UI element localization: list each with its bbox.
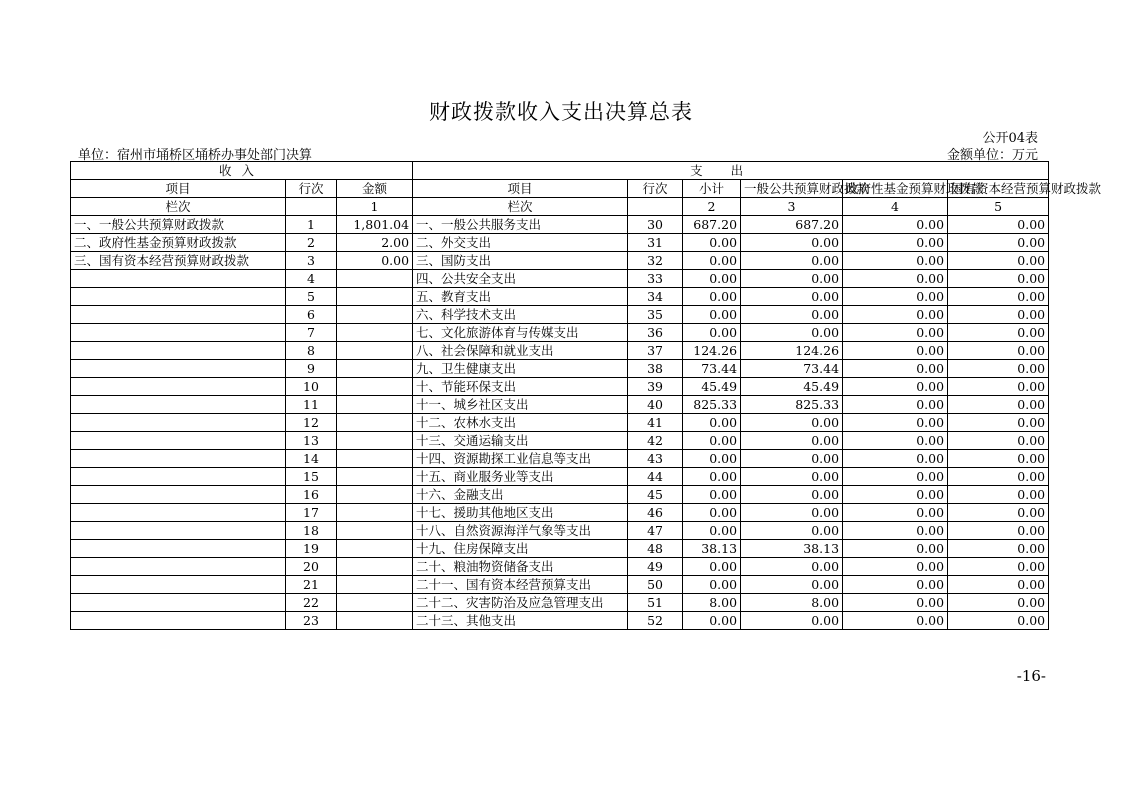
income-row-no-cell: 3 bbox=[286, 252, 337, 270]
expense-item-cell: 十二、农林水支出 bbox=[413, 414, 628, 432]
income-amount-cell bbox=[337, 486, 413, 504]
income-item-cell bbox=[71, 360, 286, 378]
income-item-cell bbox=[71, 288, 286, 306]
table-row bbox=[71, 216, 1049, 234]
income-row-no-cell: 22 bbox=[286, 594, 337, 612]
state-capital-cell: 0.00 bbox=[948, 378, 1049, 396]
state-capital-cell: 0.00 bbox=[948, 486, 1049, 504]
general-budget-cell: 0.00 bbox=[741, 468, 843, 486]
income-item-header: 项目 bbox=[71, 180, 286, 198]
expense-item-cell: 十八、自然资源海洋气象等支出 bbox=[413, 522, 628, 540]
general-budget-cell: 0.00 bbox=[741, 288, 843, 306]
income-item-cell bbox=[71, 540, 286, 558]
income-row-no-cell: 15 bbox=[286, 468, 337, 486]
subtotal-cell: 8.00 bbox=[683, 594, 741, 612]
general-budget-cell: 687.20 bbox=[741, 216, 843, 234]
general-budget-cell: 0.00 bbox=[741, 270, 843, 288]
state-capital-cell: 0.00 bbox=[948, 432, 1049, 450]
expense-row-no-cell: 39 bbox=[628, 378, 683, 396]
state-capital-cell: 0.00 bbox=[948, 504, 1049, 522]
income-item-cell: 三、国有资本经营预算财政拨款 bbox=[71, 252, 286, 270]
gov-fund-cell: 0.00 bbox=[843, 414, 948, 432]
subtotal-cell: 0.00 bbox=[683, 252, 741, 270]
state-capital-cell: 0.00 bbox=[948, 324, 1049, 342]
income-row-no-cell: 11 bbox=[286, 396, 337, 414]
subtotal-cell: 73.44 bbox=[683, 360, 741, 378]
state-capital-cell: 0.00 bbox=[948, 468, 1049, 486]
gov-fund-cell: 0.00 bbox=[843, 576, 948, 594]
gov-fund-cell: 0.00 bbox=[843, 432, 948, 450]
expense-row-no-cell: 37 bbox=[628, 342, 683, 360]
table-row bbox=[71, 252, 1049, 270]
expense-row-no-cell: 31 bbox=[628, 234, 683, 252]
expense-row-no-cell: 43 bbox=[628, 450, 683, 468]
income-item-cell bbox=[71, 576, 286, 594]
income-amount-cell bbox=[337, 306, 413, 324]
col-index-1: 1 bbox=[337, 198, 413, 216]
expense-row-no-cell: 40 bbox=[628, 396, 683, 414]
expense-row-no-cell: 41 bbox=[628, 414, 683, 432]
expense-item-cell: 十六、金融支出 bbox=[413, 486, 628, 504]
income-item-cell bbox=[71, 468, 286, 486]
income-row-no-cell: 5 bbox=[286, 288, 337, 306]
expense-item-cell: 二十、粮油物资储备支出 bbox=[413, 558, 628, 576]
expense-row-no-cell: 49 bbox=[628, 558, 683, 576]
col-index-4: 4 bbox=[843, 198, 948, 216]
table-row bbox=[71, 522, 1049, 540]
subtotal-cell: 0.00 bbox=[683, 612, 741, 630]
income-amount-cell bbox=[337, 342, 413, 360]
income-row-no-cell: 12 bbox=[286, 414, 337, 432]
state-capital-cell: 0.00 bbox=[948, 450, 1049, 468]
table-row bbox=[71, 306, 1049, 324]
general-budget-cell: 0.00 bbox=[741, 450, 843, 468]
state-capital-cell: 0.00 bbox=[948, 612, 1049, 630]
table-row bbox=[71, 612, 1049, 630]
subtotal-cell: 0.00 bbox=[683, 576, 741, 594]
general-budget-cell: 0.00 bbox=[741, 414, 843, 432]
general-budget-cell: 0.00 bbox=[741, 324, 843, 342]
income-amount-cell: 1,801.04 bbox=[337, 216, 413, 234]
subtotal-cell: 0.00 bbox=[683, 234, 741, 252]
income-row-no-cell: 8 bbox=[286, 342, 337, 360]
gov-fund-cell: 0.00 bbox=[843, 612, 948, 630]
subtotal-cell: 0.00 bbox=[683, 522, 741, 540]
page-title: 财政拨款收入支出决算总表 bbox=[429, 100, 693, 124]
subtotal-header: 小计 bbox=[683, 180, 741, 198]
expense-item-header: 项目 bbox=[413, 180, 628, 198]
income-item-cell bbox=[71, 342, 286, 360]
income-row-no-cell: 9 bbox=[286, 360, 337, 378]
table-row bbox=[71, 576, 1049, 594]
income-amount-cell: 2.00 bbox=[337, 234, 413, 252]
table-row bbox=[71, 468, 1049, 486]
state-capital-cell: 0.00 bbox=[948, 306, 1049, 324]
income-amount-cell bbox=[337, 288, 413, 306]
income-amount-cell bbox=[337, 450, 413, 468]
expense-item-cell: 二十二、灾害防治及应急管理支出 bbox=[413, 594, 628, 612]
expense-item-cell: 十四、资源勘探工业信息等支出 bbox=[413, 450, 628, 468]
table-row bbox=[71, 270, 1049, 288]
general-budget-cell: 0.00 bbox=[741, 504, 843, 522]
gov-fund-header: 政府性基金预算财政拨款 bbox=[843, 180, 948, 198]
income-amount-cell bbox=[337, 594, 413, 612]
income-row-no-cell: 21 bbox=[286, 576, 337, 594]
income-amount-cell bbox=[337, 360, 413, 378]
section-header-row bbox=[71, 162, 1049, 180]
state-capital-cell: 0.00 bbox=[948, 576, 1049, 594]
unit-label: 单位：宿州市埇桥区埇桥办事处部门决算 bbox=[78, 148, 313, 163]
expense-item-cell: 八、社会保障和就业支出 bbox=[413, 342, 628, 360]
gov-fund-cell: 0.00 bbox=[843, 270, 948, 288]
subtotal-cell: 0.00 bbox=[683, 270, 741, 288]
gov-fund-cell: 0.00 bbox=[843, 342, 948, 360]
income-item-cell bbox=[71, 504, 286, 522]
subtotal-cell: 0.00 bbox=[683, 558, 741, 576]
income-item-cell: 二、政府性基金预算财政拨款 bbox=[71, 234, 286, 252]
income-amount-cell bbox=[337, 468, 413, 486]
state-capital-cell: 0.00 bbox=[948, 558, 1049, 576]
gov-fund-cell: 0.00 bbox=[843, 288, 948, 306]
table-row bbox=[71, 396, 1049, 414]
subtotal-cell: 45.49 bbox=[683, 378, 741, 396]
gov-fund-cell: 0.00 bbox=[843, 324, 948, 342]
income-amount-header: 金额 bbox=[337, 180, 413, 198]
income-row-no-cell: 16 bbox=[286, 486, 337, 504]
gov-fund-cell: 0.00 bbox=[843, 540, 948, 558]
income-item-cell bbox=[71, 324, 286, 342]
gov-fund-cell: 0.00 bbox=[843, 558, 948, 576]
general-budget-cell: 45.49 bbox=[741, 378, 843, 396]
income-row-no-cell: 2 bbox=[286, 234, 337, 252]
gov-fund-cell: 0.00 bbox=[843, 450, 948, 468]
income-amount-cell bbox=[337, 414, 413, 432]
col-index-5: 5 bbox=[948, 198, 1049, 216]
table-row bbox=[71, 414, 1049, 432]
expense-row-no-cell: 45 bbox=[628, 486, 683, 504]
column-index-row bbox=[71, 198, 1049, 216]
subtotal-cell: 0.00 bbox=[683, 414, 741, 432]
income-row-no-header: 行次 bbox=[286, 180, 337, 198]
table-row bbox=[71, 234, 1049, 252]
column-header-row bbox=[71, 180, 1049, 198]
expense-item-cell: 二十一、国有资本经营预算支出 bbox=[413, 576, 628, 594]
general-budget-cell: 0.00 bbox=[741, 234, 843, 252]
expense-row-no-cell: 48 bbox=[628, 540, 683, 558]
income-row-no-cell: 4 bbox=[286, 270, 337, 288]
income-row-no-cell: 20 bbox=[286, 558, 337, 576]
income-row-no-cell: 10 bbox=[286, 378, 337, 396]
fiscal-allocation-table bbox=[70, 161, 1102, 630]
expense-item-cell: 十五、商业服务业等支出 bbox=[413, 468, 628, 486]
table-row bbox=[71, 486, 1049, 504]
table-row bbox=[71, 324, 1049, 342]
table-row bbox=[71, 540, 1049, 558]
expense-item-cell: 一、一般公共服务支出 bbox=[413, 216, 628, 234]
general-budget-cell: 0.00 bbox=[741, 486, 843, 504]
table-row bbox=[71, 558, 1049, 576]
state-capital-cell: 0.00 bbox=[948, 234, 1049, 252]
income-item-cell bbox=[71, 306, 286, 324]
expense-item-cell: 六、科学技术支出 bbox=[413, 306, 628, 324]
subtotal-cell: 0.00 bbox=[683, 450, 741, 468]
gov-fund-cell: 0.00 bbox=[843, 522, 948, 540]
subtotal-cell: 0.00 bbox=[683, 288, 741, 306]
gov-fund-cell: 0.00 bbox=[843, 396, 948, 414]
state-capital-cell: 0.00 bbox=[948, 594, 1049, 612]
income-amount-cell bbox=[337, 504, 413, 522]
income-row-no-cell: 19 bbox=[286, 540, 337, 558]
general-budget-cell: 124.26 bbox=[741, 342, 843, 360]
general-budget-cell: 0.00 bbox=[741, 432, 843, 450]
income-amount-cell bbox=[337, 324, 413, 342]
form-number: 公开04表 bbox=[982, 131, 1038, 146]
subtotal-cell: 38.13 bbox=[683, 540, 741, 558]
subtotal-cell: 0.00 bbox=[683, 504, 741, 522]
income-amount-cell bbox=[337, 576, 413, 594]
table-row bbox=[71, 342, 1049, 360]
income-row-no-cell: 14 bbox=[286, 450, 337, 468]
general-budget-cell: 8.00 bbox=[741, 594, 843, 612]
state-capital-cell: 0.00 bbox=[948, 342, 1049, 360]
expense-row-no-cell: 30 bbox=[628, 216, 683, 234]
state-capital-cell: 0.00 bbox=[948, 414, 1049, 432]
expense-item-cell: 十七、援助其他地区支出 bbox=[413, 504, 628, 522]
state-capital-cell: 0.00 bbox=[948, 540, 1049, 558]
expense-row-no-cell: 34 bbox=[628, 288, 683, 306]
expense-row-no-cell: 50 bbox=[628, 576, 683, 594]
income-item-cell bbox=[71, 396, 286, 414]
expense-item-cell: 二十三、其他支出 bbox=[413, 612, 628, 630]
expense-row-no-cell: 35 bbox=[628, 306, 683, 324]
expense-row-no-cell: 52 bbox=[628, 612, 683, 630]
expense-row-no-cell: 46 bbox=[628, 504, 683, 522]
state-capital-cell: 0.00 bbox=[948, 216, 1049, 234]
expense-col-label: 栏次 bbox=[413, 198, 628, 216]
income-row-no-cell: 1 bbox=[286, 216, 337, 234]
table-row bbox=[71, 504, 1049, 522]
gov-fund-cell: 0.00 bbox=[843, 306, 948, 324]
table-row bbox=[71, 594, 1049, 612]
gov-fund-cell: 0.00 bbox=[843, 594, 948, 612]
gov-fund-cell: 0.00 bbox=[843, 468, 948, 486]
expense-row-no-cell: 44 bbox=[628, 468, 683, 486]
income-row-no-cell: 7 bbox=[286, 324, 337, 342]
expense-row-no-cell: 51 bbox=[628, 594, 683, 612]
income-amount-cell bbox=[337, 612, 413, 630]
income-section-header: 收入 bbox=[71, 162, 413, 180]
state-capital-cell: 0.00 bbox=[948, 252, 1049, 270]
general-budget-cell: 0.00 bbox=[741, 612, 843, 630]
expense-item-cell: 十九、住房保障支出 bbox=[413, 540, 628, 558]
income-amount-cell: 0.00 bbox=[337, 252, 413, 270]
income-item-cell bbox=[71, 414, 286, 432]
income-row-no-cell: 17 bbox=[286, 504, 337, 522]
gov-fund-cell: 0.00 bbox=[843, 378, 948, 396]
income-row-no-cell: 23 bbox=[286, 612, 337, 630]
general-budget-cell: 825.33 bbox=[741, 396, 843, 414]
income-amount-cell bbox=[337, 378, 413, 396]
income-row-no-index bbox=[286, 198, 337, 216]
expense-item-cell: 七、文化旅游体育与传媒支出 bbox=[413, 324, 628, 342]
subtotal-cell: 825.33 bbox=[683, 396, 741, 414]
income-item-cell bbox=[71, 486, 286, 504]
subtotal-cell: 687.20 bbox=[683, 216, 741, 234]
state-capital-cell: 0.00 bbox=[948, 270, 1049, 288]
expense-row-no-header: 行次 bbox=[628, 180, 683, 198]
subtotal-cell: 0.00 bbox=[683, 432, 741, 450]
general-budget-cell: 38.13 bbox=[741, 540, 843, 558]
income-item-cell bbox=[71, 450, 286, 468]
expense-row-no-cell: 38 bbox=[628, 360, 683, 378]
expense-row-no-cell: 36 bbox=[628, 324, 683, 342]
expense-row-no-cell: 42 bbox=[628, 432, 683, 450]
table-row bbox=[71, 288, 1049, 306]
expense-item-cell: 三、国防支出 bbox=[413, 252, 628, 270]
income-amount-cell bbox=[337, 396, 413, 414]
gov-fund-cell: 0.00 bbox=[843, 504, 948, 522]
expense-item-cell: 十三、交通运输支出 bbox=[413, 432, 628, 450]
gov-fund-cell: 0.00 bbox=[843, 360, 948, 378]
expense-row-no-cell: 47 bbox=[628, 522, 683, 540]
state-capital-header: 国有资本经营预算财政拨款 bbox=[948, 180, 1049, 198]
expense-item-cell: 十、节能环保支出 bbox=[413, 378, 628, 396]
table-row bbox=[71, 432, 1049, 450]
state-capital-cell: 0.00 bbox=[948, 396, 1049, 414]
income-item-cell bbox=[71, 270, 286, 288]
general-budget-cell: 73.44 bbox=[741, 360, 843, 378]
general-budget-cell: 0.00 bbox=[741, 576, 843, 594]
col-index-3: 3 bbox=[741, 198, 843, 216]
expense-row-no-cell: 33 bbox=[628, 270, 683, 288]
general-budget-cell: 0.00 bbox=[741, 252, 843, 270]
general-budget-cell: 0.00 bbox=[741, 522, 843, 540]
subtotal-cell: 0.00 bbox=[683, 306, 741, 324]
state-capital-cell: 0.00 bbox=[948, 288, 1049, 306]
income-row-no-cell: 6 bbox=[286, 306, 337, 324]
subtotal-cell: 0.00 bbox=[683, 324, 741, 342]
subtotal-cell: 0.00 bbox=[683, 468, 741, 486]
gov-fund-cell: 0.00 bbox=[843, 216, 948, 234]
income-item-cell bbox=[71, 612, 286, 630]
gov-fund-cell: 0.00 bbox=[843, 234, 948, 252]
general-budget-header: 一般公共预算财政拨款 bbox=[741, 180, 843, 198]
general-budget-cell: 0.00 bbox=[741, 558, 843, 576]
col-index-2: 2 bbox=[683, 198, 741, 216]
subtotal-cell: 0.00 bbox=[683, 486, 741, 504]
income-row-no-cell: 18 bbox=[286, 522, 337, 540]
income-amount-cell bbox=[337, 432, 413, 450]
table-row bbox=[71, 450, 1049, 468]
subtotal-cell: 124.26 bbox=[683, 342, 741, 360]
income-amount-cell bbox=[337, 522, 413, 540]
income-amount-cell bbox=[337, 558, 413, 576]
income-col-label: 栏次 bbox=[71, 198, 286, 216]
general-budget-cell: 0.00 bbox=[741, 306, 843, 324]
page-number: -16- bbox=[1016, 667, 1046, 685]
income-amount-cell bbox=[337, 270, 413, 288]
expense-item-cell: 二、外交支出 bbox=[413, 234, 628, 252]
income-item-cell bbox=[71, 522, 286, 540]
gov-fund-cell: 0.00 bbox=[843, 252, 948, 270]
expense-row-no-cell: 32 bbox=[628, 252, 683, 270]
income-item-cell bbox=[71, 432, 286, 450]
expense-section-header: 支出 bbox=[413, 162, 1049, 180]
expense-item-cell: 五、教育支出 bbox=[413, 288, 628, 306]
table-row bbox=[71, 378, 1049, 396]
income-item-cell bbox=[71, 594, 286, 612]
table-row bbox=[71, 360, 1049, 378]
expense-item-cell: 九、卫生健康支出 bbox=[413, 360, 628, 378]
expense-item-cell: 四、公共安全支出 bbox=[413, 270, 628, 288]
income-item-cell bbox=[71, 558, 286, 576]
expense-item-cell: 十一、城乡社区支出 bbox=[413, 396, 628, 414]
income-item-cell bbox=[71, 378, 286, 396]
gov-fund-cell: 0.00 bbox=[843, 486, 948, 504]
state-capital-cell: 0.00 bbox=[948, 360, 1049, 378]
expense-row-no-index bbox=[628, 198, 683, 216]
state-capital-cell: 0.00 bbox=[948, 522, 1049, 540]
income-item-cell: 一、一般公共预算财政拨款 bbox=[71, 216, 286, 234]
income-row-no-cell: 13 bbox=[286, 432, 337, 450]
income-amount-cell bbox=[337, 540, 413, 558]
amount-unit-label: 金额单位：万元 bbox=[946, 148, 1038, 163]
